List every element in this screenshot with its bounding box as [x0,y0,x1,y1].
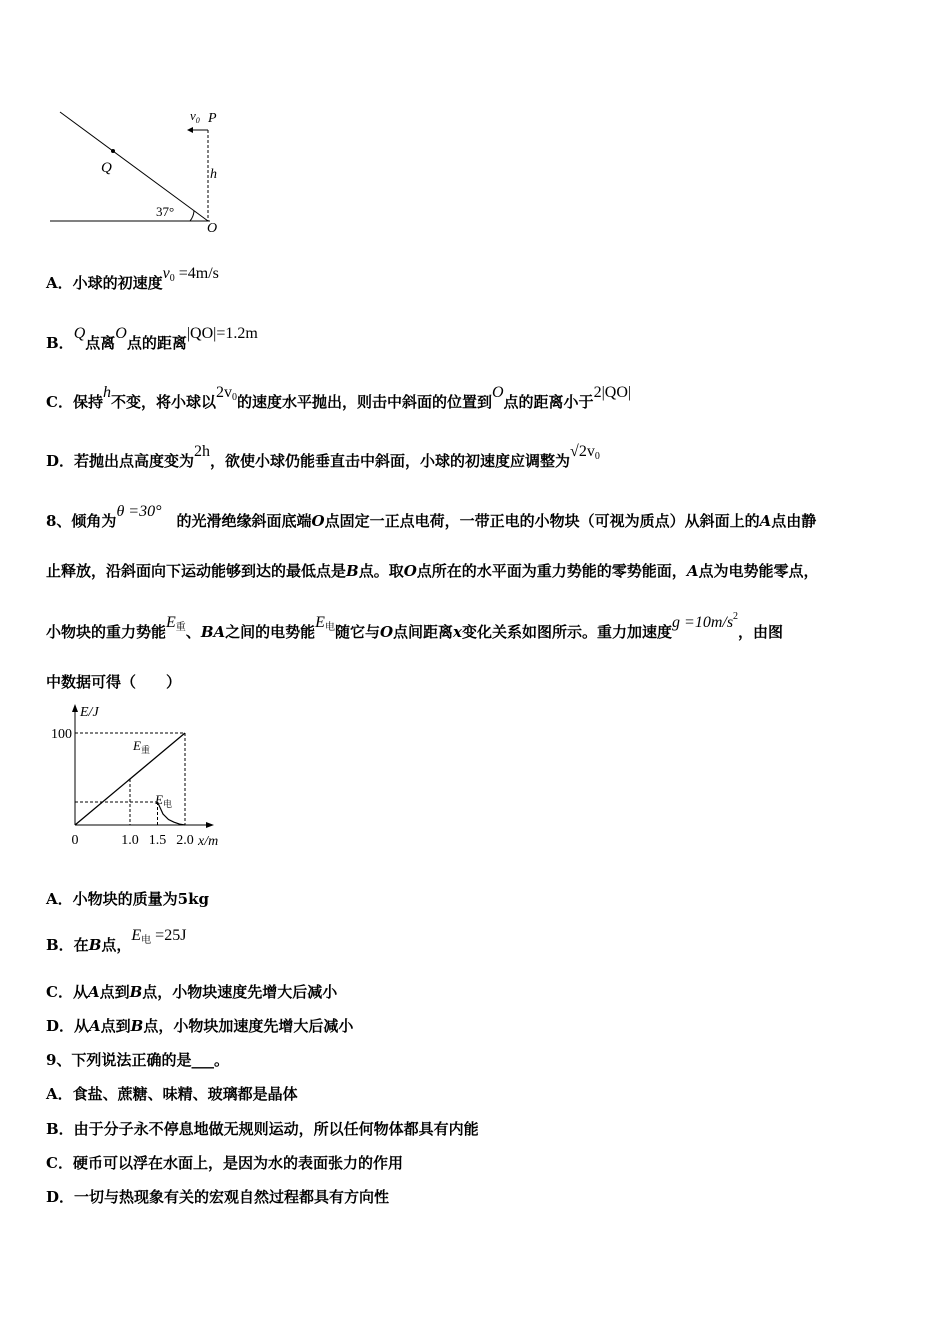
incline-line [60,112,208,221]
angle-arc [190,211,194,221]
y-axis-label: E/J [80,705,99,720]
arrow-head [187,127,193,133]
q8-stem-line-2: 止释放，沿斜面向下运动能够到达的最低点是B点。取O点所在的水平面为重力势能的零势能面，A点为电势能零点， [46,562,819,580]
q9-stem: 9、下列说法正确的是___。 [46,1051,229,1069]
q8-option-c: C．从A点到B点，小物块速度先增大后减小 [46,983,338,1001]
v0-label: $v_0$ [190,108,200,125]
y-tick-label: 100 [51,727,72,742]
q7-option-a: A．小球的初速度$v_0 =4m/s$ [46,265,219,292]
q-label: Q [101,160,112,176]
q7-option-c: C．保持h不变，将小球以$2v_0$的速度水平抛出，则击中斜面的位置到O点的距离小于2|QO| [46,384,632,411]
h-label: h [210,167,217,182]
q8-option-a: A．小物块的质量为5kg [46,890,209,908]
x-tick-label: 1.5 [148,833,167,848]
point-q-dot [111,149,115,153]
p-label: P [208,111,217,126]
q8-stem-line-1: 8、倾角为θ =30° 的光滑绝缘斜面底端O点固定一正点电荷，一带正电的小物块（可视为质点）从斜面上的A点由静 [46,503,817,530]
q9-option-a: A．食盐、蔗糖、味精、玻璃都是晶体 [46,1085,298,1103]
incline-figure [40,100,240,240]
x-axis-label: x/m [198,834,219,849]
y-axis-arrow [72,704,78,712]
q8-stem-line-4: 中数据可得（ ） [46,673,182,691]
x-tick-label: 1.0 [121,833,139,848]
series-label-e-electric: $E_电$ [155,792,172,809]
q8-option-d: D．从A点到B点，小物块加速度先增大后减小 [46,1017,354,1035]
q9-option-d: D．一切与热现象有关的宏观自然过程都具有方向性 [46,1188,390,1206]
q9-option-c: C．硬币可以浮在水面上，是因为水的表面张力的作用 [46,1154,403,1172]
x-tick-label: 2.0 [176,833,194,848]
q7-option-d: D．若抛出点高度变为2h，欲使小球仍能垂直击中斜面，小球的初速度应调整为$√2v_0$ [46,443,600,470]
series-label-e-gravity: $E_重$ [133,738,150,755]
angle-label: 37° [156,204,175,219]
o-label: O [207,221,218,236]
q7-option-b: B．Q点离O点的距离|QO|=1.2m [46,325,258,352]
q8-option-b: B．在B点，$E_电 =25J$ [46,927,187,954]
q8-stem-line-3: 小物块的重力势能$E_重$、BA之间的电势能$E_电$随它与O点间距离x变化关系如图所示。重力加速度$g =10m/s^2$，由图 [46,611,784,641]
x-axis-arrow [206,822,214,828]
x-tick-label: 0 [71,833,79,848]
q9-option-b: B．由于分子永不停息地做无规则运动，所以任何物体都具有内能 [46,1120,479,1138]
energy-chart [40,698,240,858]
